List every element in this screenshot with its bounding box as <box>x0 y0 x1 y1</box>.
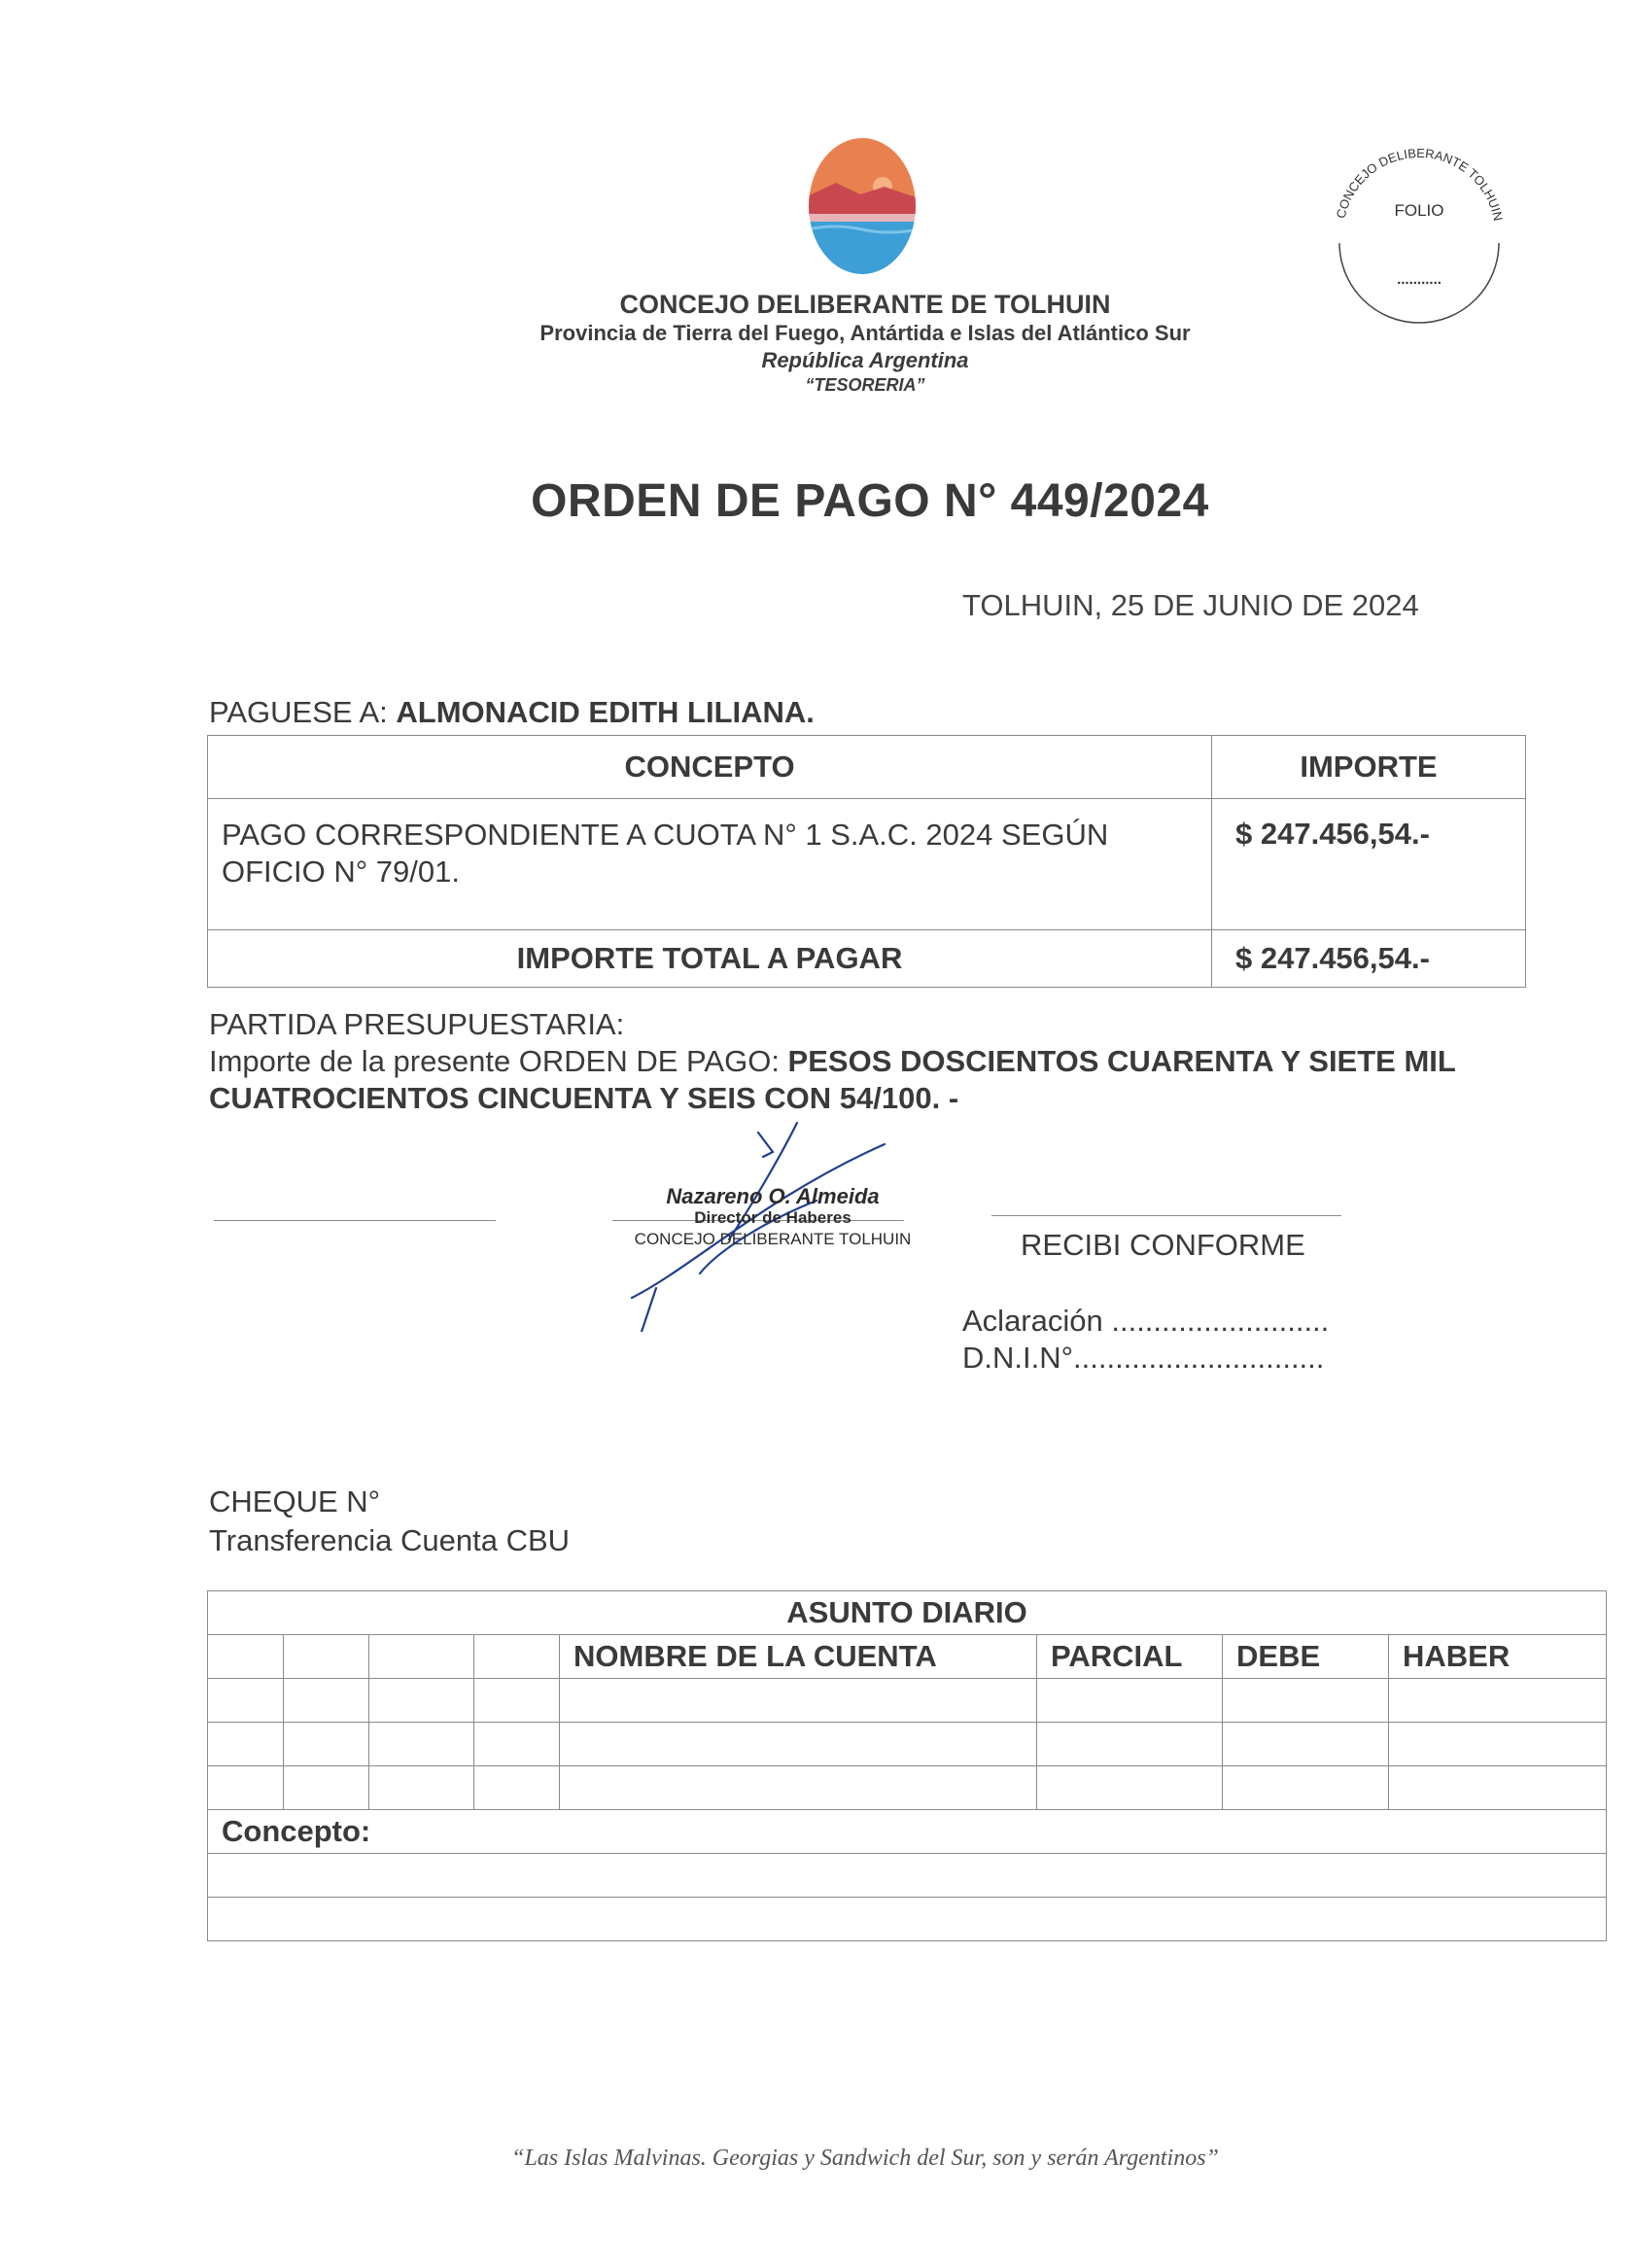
council-logo <box>807 136 919 277</box>
col-nombre-cuenta: NOMBRE DE LA CUENTA <box>560 1635 1037 1679</box>
total-label: IMPORTE TOTAL A PAGAR <box>208 930 1212 988</box>
stamp-ring-text: CONCEJO DELIBERANTE TOLHUIN <box>1333 145 1506 223</box>
table-row <box>208 1723 1607 1766</box>
col-concepto-header: CONCEPTO <box>208 736 1212 799</box>
concepto-label: Concepto: <box>208 1810 1607 1854</box>
payment-method <box>209 1483 570 1560</box>
asiento-header-row <box>208 1635 1607 1679</box>
partida-label: PARTIDA PRESUPUESTARIA: <box>209 1007 625 1041</box>
document-title: ORDEN DE PAGO N° 449/2024 <box>531 475 1209 527</box>
partida-section <box>209 1006 1541 1117</box>
signatory-role: Director de Haberes <box>694 1208 851 1227</box>
cheque-label: CHEQUE N° <box>209 1484 381 1518</box>
province-line: Provincia de Tierra del Fuego, Antártida e Islas del Atlántico Sur <box>539 321 1191 345</box>
footer-motto: “Las Islas Malvinas. Georgias y Sandwich del Sur, son y serán Argentinos” <box>511 2146 1219 2171</box>
aclaracion-field: Aclaración .......................... <box>962 1304 1330 1338</box>
signature-line-left <box>214 1220 496 1221</box>
payee-line <box>209 695 815 730</box>
blank-cell <box>474 1635 560 1679</box>
asiento-title-row <box>208 1591 1607 1635</box>
payment-table <box>207 735 1526 988</box>
total-row <box>208 930 1526 988</box>
payee-label: PAGUESE A: <box>209 695 397 729</box>
signatory-org: CONCEJO DELIBERANTE TOLHUIN <box>634 1230 912 1248</box>
country-line: República Argentina <box>761 348 969 372</box>
document-date: TOLHUIN, 25 DE JUNIO DE 2024 <box>962 588 1419 622</box>
blank-cell <box>369 1635 474 1679</box>
recibi-conforme: RECIBI CONFORME <box>1021 1228 1305 1262</box>
payee-name: ALMONACID EDITH LILIANA. <box>396 695 815 729</box>
stamp-folio-label: FOLIO <box>1394 201 1444 220</box>
col-debe: DEBE <box>1223 1635 1389 1679</box>
asiento-title: ASUNTO DIARIO <box>208 1591 1607 1635</box>
signature-line-right <box>991 1215 1341 1216</box>
concepto-row <box>208 1810 1607 1854</box>
col-parcial: PARCIAL <box>1037 1635 1223 1679</box>
blank-cell <box>284 1635 369 1679</box>
signatory-name: Nazareno O. Almeida <box>666 1184 880 1208</box>
dni-field: D.N.I.N°.............................. <box>962 1341 1325 1375</box>
amount-cell: $ 247.456,54.- <box>1212 799 1526 930</box>
concept-cell: PAGO CORRESPONDIENTE A CUOTA N° 1 S.A.C. 2024 SEGÚN OFICIO N° 79/01. <box>208 799 1212 930</box>
aclaracion-block <box>962 1303 1329 1377</box>
col-haber: HABER <box>1389 1635 1607 1679</box>
importe-words: PESOS DOSCIENTOS CUARENTA Y SIETE MIL CUATROCIENTOS CINCUENTA Y SEIS CON 54/100. - <box>209 1044 1456 1115</box>
importe-prefix: Importe de la presente ORDEN DE PAGO: <box>209 1044 788 1078</box>
department-line: “TESORERIA” <box>805 375 925 395</box>
total-amount: $ 247.456,54.- <box>1212 930 1526 988</box>
signatory-block <box>627 1186 919 1250</box>
blank-cell <box>208 1635 284 1679</box>
asiento-table <box>207 1590 1607 1941</box>
stamp-folio-number: ........... <box>1397 271 1442 288</box>
table-row <box>208 1679 1607 1723</box>
table-row <box>208 1898 1607 1941</box>
table-row <box>208 1766 1607 1810</box>
table-row <box>208 799 1526 930</box>
col-importe-header: IMPORTE <box>1212 736 1526 799</box>
folio-stamp <box>1322 136 1516 331</box>
table-header-row <box>208 736 1526 799</box>
transfer-label: Transferencia Cuenta CBU <box>209 1523 571 1557</box>
table-row <box>208 1854 1607 1898</box>
institution-name: CONCEJO DELIBERANTE DE TOLHUIN <box>619 290 1111 319</box>
